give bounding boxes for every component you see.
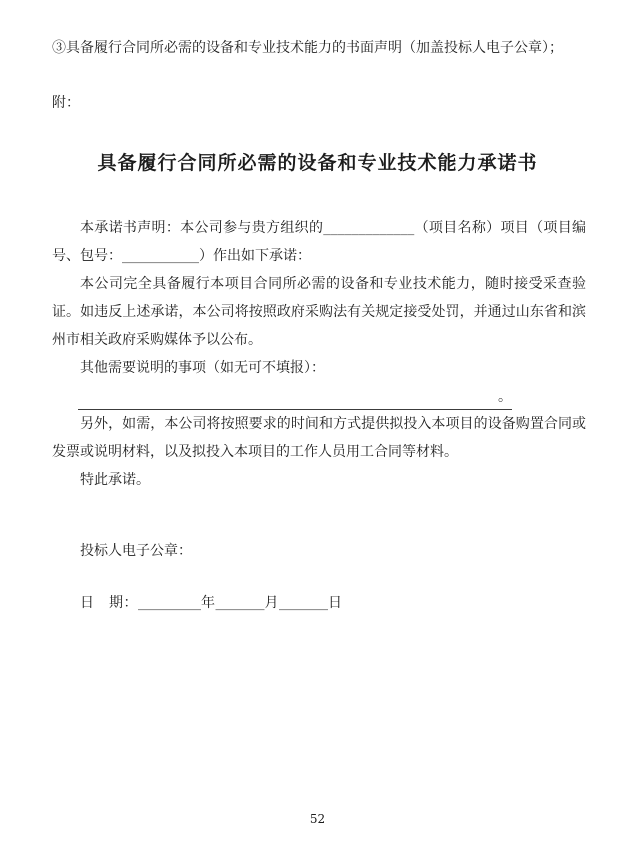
declaration-prefix: 本承诺书声明：本公司参与贵方组织的 [80,220,324,236]
declaration-suffix: ）作出如下承诺： [199,248,311,264]
date-day-blank: _______ [279,595,328,611]
other-items-label: 其他需要说明的事项（如无可不填报）： [80,360,325,376]
date-year-blank: _________ [138,595,201,611]
package-number-blank: ___________ [122,248,199,264]
date-line [80,592,343,612]
commitment-paragraph: 本公司完全具备履行本项目合同所必需的设备和专业技术能力，随时接受采查验证。如违反上述承诺，本公司将按照政府采购法有关规定接受处罚，并通过山东省和滨州市相关政府采购媒体予以公布。 [52,276,586,348]
month-unit-label: 月 [264,595,279,611]
project-name-blank: _____________ [323,220,415,236]
fill-line-punctuation: 。 [498,389,512,405]
closing-line: 特此承诺。 [80,472,150,488]
day-unit-label: 日 [328,595,343,611]
declaration-paragraph [52,214,586,270]
fill-in-underline [78,386,512,410]
bidder-seal-label: 投标人电子公章： [80,543,192,559]
declaration-middle: （项目名称）项目（项目编号、包号： [52,220,587,264]
attachment-label: 附： [52,95,80,111]
page-number: 52 [309,812,326,826]
date-month-blank: _______ [215,595,265,611]
additional-materials-paragraph: 另外，如需，本公司将按照要求的时间和方式提供拟投入本项目的设备购置合同或发票或说明材料，以及拟投入本项目的工作人员用工合同等材料。 [52,416,586,460]
document-title: 具备履行合同所必需的设备和专业技术能力承诺书 [97,152,538,174]
fill-in-line-row [52,382,586,410]
year-unit-label: 年 [201,595,216,611]
clause-intro-line: ③具备履行合同所必需的设备和专业技术能力的书面声明（加盖投标人电子公章）； [52,40,563,56]
date-label: 日 期： [80,595,138,611]
document-body [52,214,586,494]
